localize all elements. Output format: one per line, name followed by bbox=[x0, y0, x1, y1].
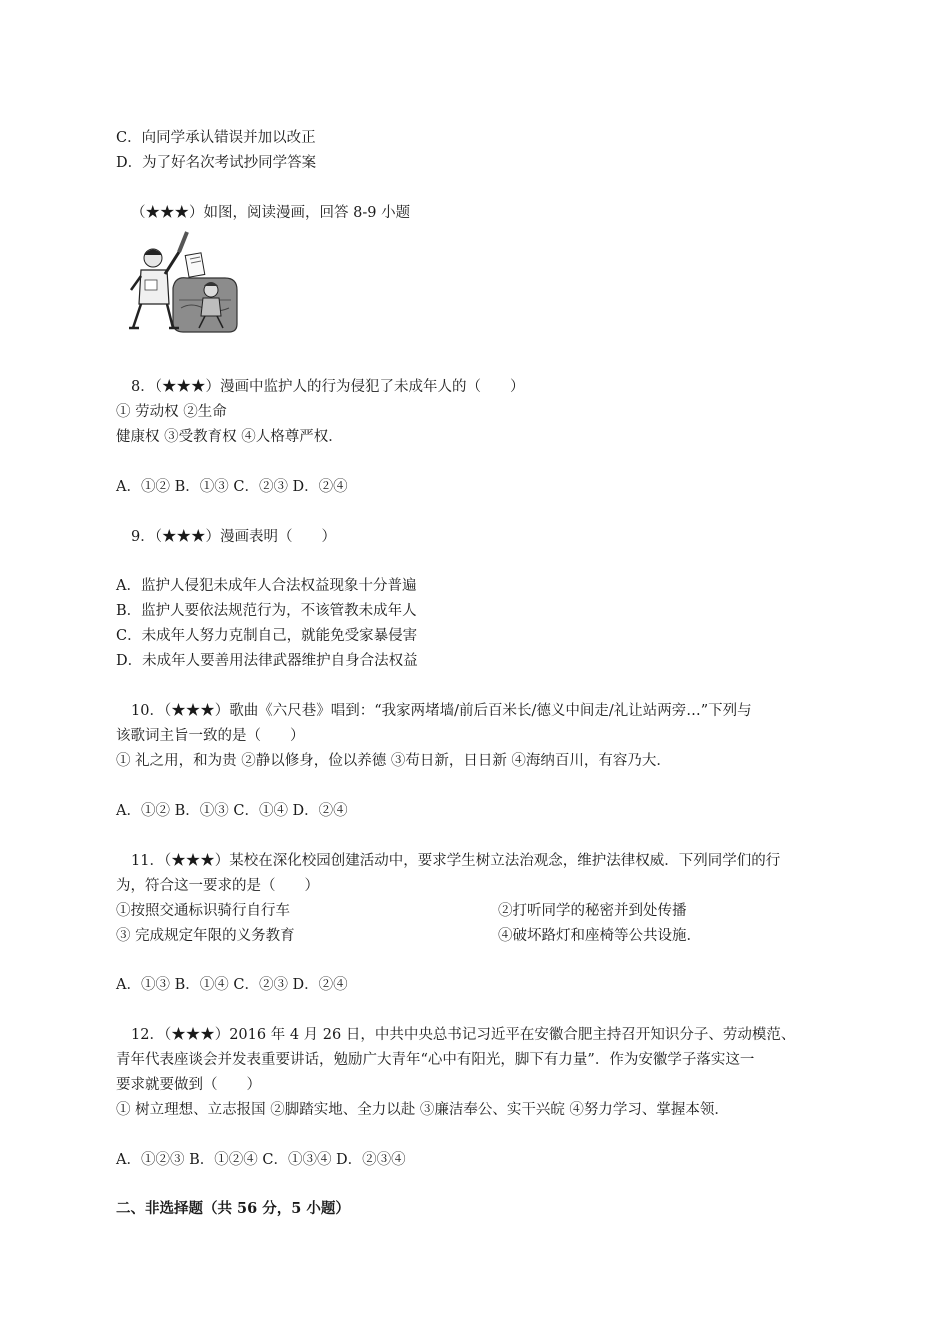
prev-option-c: C．向同学承认错误并加以改正 bbox=[116, 130, 316, 146]
q10-answers: A．①② B．①③ C．①④ D．②④ bbox=[116, 803, 348, 819]
q12-stem-cont1: 青年代表座谈会并发表重要讲话，勉励广大青年“心中有阳光，脚下有力量”．作为安徽学子落实这一 bbox=[116, 1052, 755, 1068]
q12-options: ① 树立理想、立志报国 ②脚踏实地、全力以赴 ③廉洁奉公、实干兴皖 ④努力学习、掌握本领． bbox=[116, 1102, 729, 1118]
q11-option-1: ①按照交通标识骑行自行车 bbox=[116, 903, 290, 919]
q10-options: ① 礼之用，和为贵 ②静以修身，俭以养德 ③苟日新，日日新 ④海纳百川，有容乃大． bbox=[116, 753, 671, 769]
q9-stem: 9．（★★★）漫画表明（ ） bbox=[131, 529, 336, 545]
cartoon-intro: （★★★）如图，阅读漫画，回答 8-9 小题 bbox=[131, 205, 411, 221]
prev-option-d: D．为了好名次考试抄同学答案 bbox=[116, 155, 317, 171]
section-heading: 二、非选择题（共 56 分，5 小题） bbox=[116, 1200, 350, 1217]
q11-option-3: ③ 完成规定年限的义务教育 bbox=[116, 928, 295, 944]
q11-option-2: ②打听同学的秘密并到处传播 bbox=[498, 903, 687, 919]
q8-options-line1: ① 劳动权 ②生命 bbox=[116, 404, 227, 420]
q10-stem-cont: 该歌词主旨一致的是（ ） bbox=[116, 728, 305, 744]
q10-stem: 10．（★★★）歌曲《六尺巷》唱到：“我家两堵墙/前后百米长/德义中间走/礼让站两旁…”下列与 bbox=[131, 703, 752, 719]
q9-option-a: A．监护人侵犯未成年人合法权益现象十分普遍 bbox=[116, 578, 417, 594]
q9-option-c: C．未成年人努力克制自己，就能免受家暴侵害 bbox=[116, 628, 418, 644]
q9-option-b: B．监护人要依法规范行为，不该管教未成年人 bbox=[116, 603, 417, 619]
q11-stem-cont: 为，符合这一要求的是（ ） bbox=[116, 878, 319, 894]
q8-stem: 8．（★★★）漫画中监护人的行为侵犯了未成年人的（ ） bbox=[131, 379, 525, 395]
q8-answers: A．①② B．①③ C．②③ D．②④ bbox=[116, 479, 348, 495]
q11-options-row1 bbox=[116, 901, 687, 921]
q12-answers: A．①②③ B．①②④ C．①③④ D．②③④ bbox=[116, 1152, 406, 1168]
q12-stem: 12．（★★★）2016 年 4 月 26 日，中共中央总书记习近平在安徽合肥主持召开知识分子、劳动模范、 bbox=[131, 1027, 796, 1043]
cartoon-illustration bbox=[125, 228, 238, 338]
q11-stem: 11．（★★★）某校在深化校园创建活动中，要求学生树立法治观念，维护法律权威．下列同学们的行 bbox=[131, 853, 781, 869]
q9-option-d: D．未成年人要善用法律武器维护自身合法权益 bbox=[116, 653, 418, 669]
q11-answers: A．①③ B．①④ C．②③ D．②④ bbox=[116, 977, 348, 993]
q11-option-4: ④破坏路灯和座椅等公共设施． bbox=[498, 928, 701, 944]
q12-stem-cont2: 要求就要做到（ ） bbox=[116, 1077, 261, 1093]
q11-options-row2 bbox=[116, 926, 701, 946]
q8-options-line2: 健康权 ③受教育权 ④人格尊严权． bbox=[116, 429, 343, 445]
